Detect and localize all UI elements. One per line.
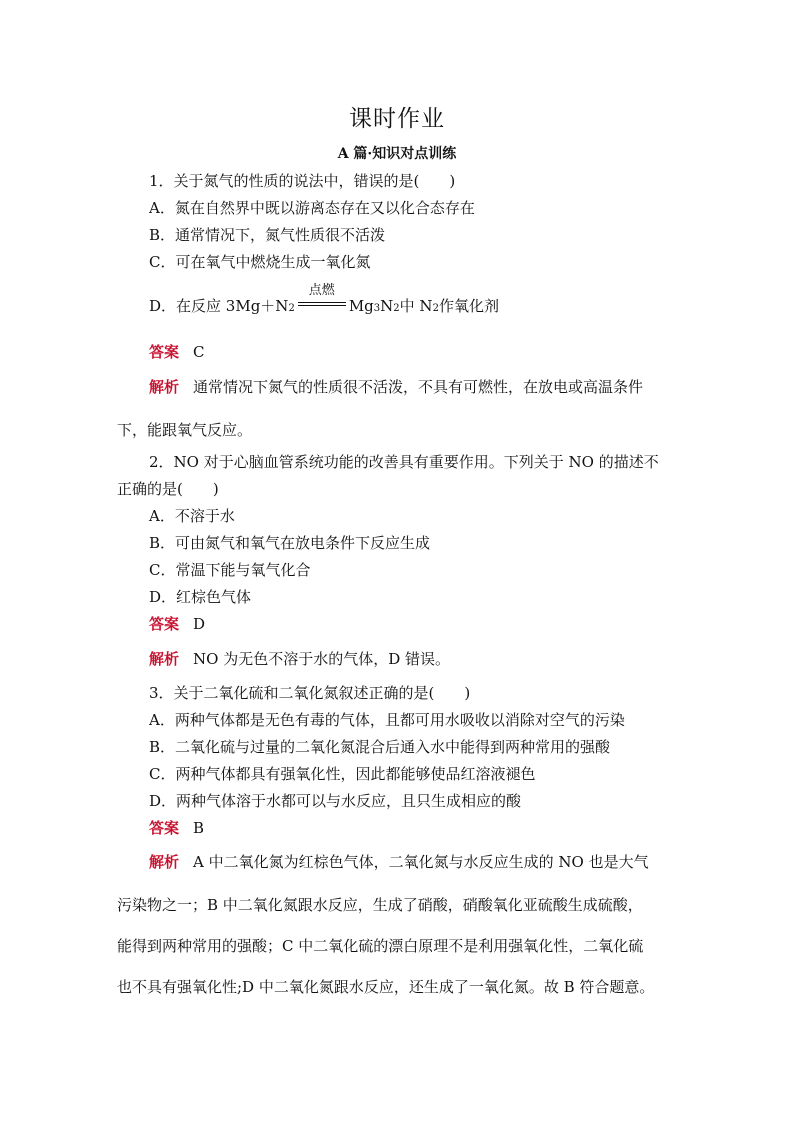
- q3-stem: 3．关于二氧化硫和二氧化氮叙述正确的是( ): [149, 684, 471, 702]
- reaction-arrow: [298, 283, 346, 311]
- subscript: 2: [432, 303, 439, 314]
- q1-option-d: [149, 283, 499, 316]
- q1-option-b: B．通常情况下，氮气性质很不活泼: [149, 226, 386, 244]
- q3-analysis-line3: 能得到两种常用的强酸；C 中二氧化硫的漂白原理不是利用强氧化性，二氧化硫: [117, 937, 644, 955]
- q3-option-c: C．两种气体都具有强氧化性，因此都能够使品红溶液褪色: [149, 765, 536, 783]
- q3-analysis-line2: 污染物之一；B 中二氧化氮跟水反应，生成了硝酸，硝酸氧化亚硫酸生成硫酸，: [117, 896, 643, 914]
- analysis-text: 通常情况下氮气的性质很不活泼，不具有可燃性，在放电或高温条件: [193, 378, 644, 396]
- analysis-label: 解析: [149, 853, 180, 871]
- q3-analysis-line4: 也不具有强氧化性;D 中二氧化氮跟水反应，还生成了一氧化氮。故 B 符合题意。: [117, 978, 655, 996]
- analysis-label: 解析: [149, 378, 180, 396]
- q2-option-d: D．红棕色气体: [149, 588, 252, 606]
- reaction-condition: 点燃: [308, 283, 335, 298]
- d-product-n: N: [380, 297, 394, 315]
- q1-answer: [149, 341, 205, 362]
- analysis-text: NO 为无色不溶于水的气体，D 错误。: [193, 650, 451, 668]
- q3-answer: [149, 817, 204, 838]
- d-suffix: 作氧化剂: [438, 297, 499, 315]
- q2-option-a: A．不溶于水: [149, 507, 235, 525]
- q2-analysis: [149, 648, 450, 669]
- q1-analysis-line2: 下，能跟氧气反应。: [117, 421, 253, 439]
- section-subtitle: A 篇·知识对点训练: [337, 146, 457, 162]
- page-title: 课时作业: [349, 106, 445, 132]
- q3-option-b: B．二氧化硫与过量的二氧化氮混合后通入水中能得到两种常用的强酸: [149, 738, 611, 756]
- q1-stem: 1．关于氮气的性质的说法中，错误的是( ): [149, 172, 456, 190]
- reaction-equation: [149, 283, 499, 316]
- answer-label: 答案: [149, 343, 180, 361]
- q3-option-a: A．两种气体都是无色有毒的气体，且都可用水吸收以消除对空气的污染: [149, 711, 625, 729]
- d-mid: 中 N: [399, 297, 433, 315]
- subscript: 3: [373, 303, 381, 314]
- q2-answer: [149, 613, 205, 634]
- answer-label: 答案: [149, 615, 180, 633]
- q3-option-d: D．两种气体溶于水都可以与水反应，且只生成相应的酸: [149, 792, 522, 810]
- subscript: 2: [288, 303, 295, 314]
- q2-stem-line2: 正确的是( ): [117, 480, 219, 498]
- analysis-text: A 中二氧化氮为红棕色气体，二氧化氮与水反应生成的 NO 也是大气: [193, 853, 649, 871]
- q2-stem-line1: 2．NO 对于心脑血管系统功能的改善具有重要作用。下列关于 NO 的描述不: [149, 453, 659, 471]
- d-prefix: D．在反应 3Mg＋N: [149, 297, 289, 315]
- answer-value: D: [193, 615, 206, 633]
- answer-value: B: [193, 819, 205, 837]
- q1-analysis-line1: [149, 376, 643, 397]
- subscript: 2: [393, 303, 400, 314]
- d-product: Mg: [348, 297, 374, 315]
- q2-option-c: C．常温下能与氧气化合: [149, 561, 311, 579]
- answer-label: 答案: [149, 819, 180, 837]
- answer-value: C: [193, 343, 205, 361]
- q1-option-a: A．氮在自然界中既以游离态存在又以化合态存在: [149, 199, 475, 217]
- q2-option-b: B．可由氮气和氧气在放电条件下反应生成: [149, 534, 431, 552]
- q3-analysis-line1: [149, 851, 649, 872]
- analysis-label: 解析: [149, 650, 180, 668]
- q1-option-c: C．可在氧气中燃烧生成一氧化氮: [149, 253, 371, 271]
